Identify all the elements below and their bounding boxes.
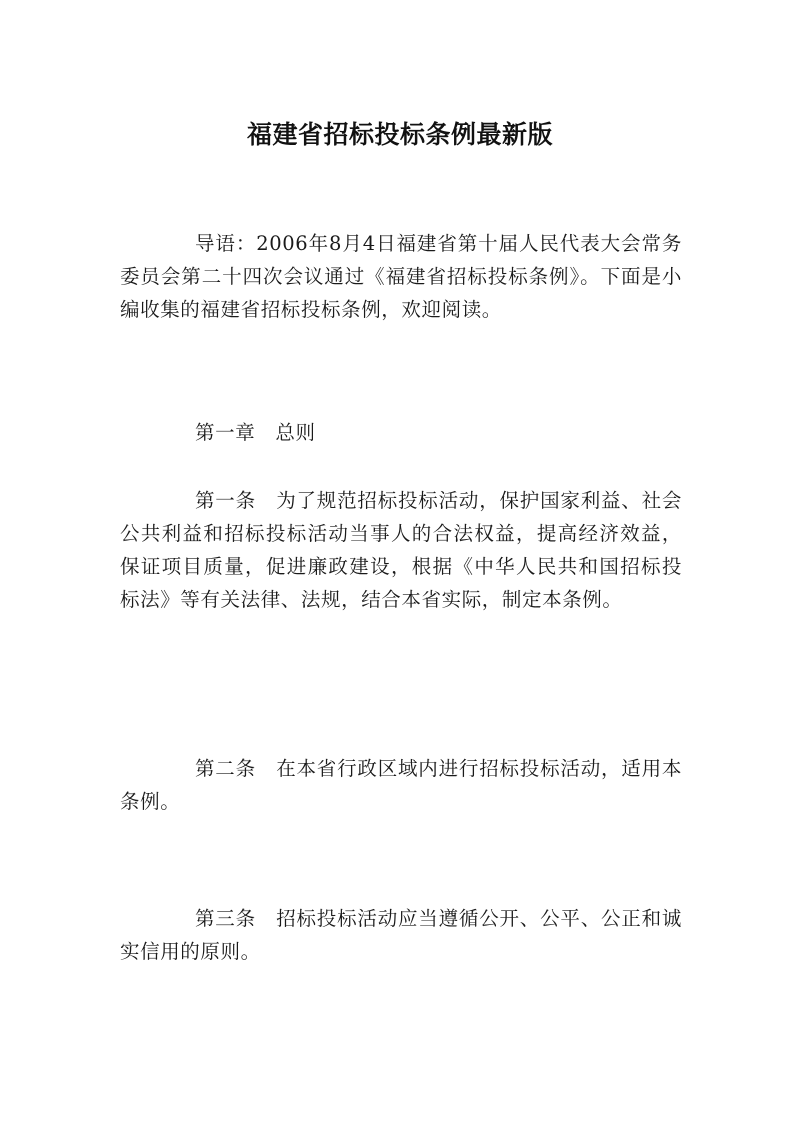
article-3-paragraph: 第三条 招标投标活动应当遵循公开、公平、公正和诚实信用的原则。 <box>120 907 682 963</box>
article-1-paragraph: 第一条 为了规范招标投标活动，保护国家利益、社会公共利益和招标投标活动当事人的合法权益，提高经济效益，保证项目质量，促进廉政建设，根据《中华人民共和国招标投标法》等有关法律、法规，结合本省实际，制定本条例。 <box>120 489 682 611</box>
document-title: 福建省招标投标条例最新版 <box>246 119 553 149</box>
article-2-paragraph: 第二条 在本省行政区域内进行招标投标活动，适用本条例。 <box>120 757 682 813</box>
chapter-heading: 第一章 总则 <box>195 421 316 444</box>
intro-paragraph: 导语：2006年8月4日福建省第十届人民代表大会常务委员会第二十四次会议通过《福建省招标投标条例》。下面是小编收集的福建省招标投标条例，欢迎阅读。 <box>120 232 682 321</box>
